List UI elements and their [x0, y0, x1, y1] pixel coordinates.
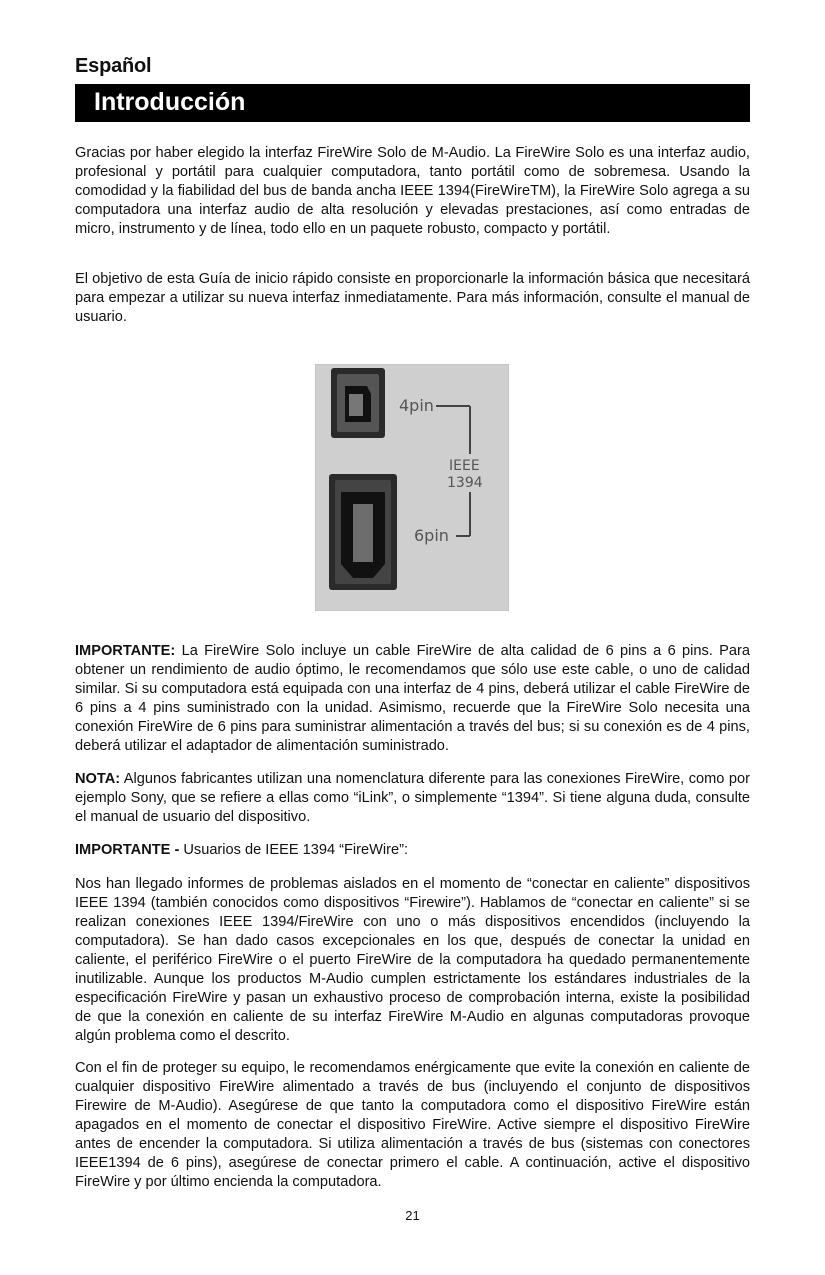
- intro-paragraph-2: El objetivo de esta Guía de inicio rápido consiste en proporcionarle la información básica que necesitará para empezar a utilizar su nueva interfaz inmediatamente. Para más información, consulte el manual de usuario.: [75, 271, 750, 325]
- note-paragraph: [75, 770, 750, 827]
- label-4pin: 4pin: [399, 396, 434, 415]
- note-text: Algunos fabricantes utilizan una nomenclatura diferente para las conexiones FireWire, como por ejemplo Sony, que se refiere a ellas como “iLink”, o simplemente “1394”. Si tiene alguna duda, consulte el manual de usuario del dispositivo.: [75, 771, 750, 825]
- language-heading: Español: [75, 55, 152, 77]
- firewire-ports-photo: [315, 364, 509, 611]
- important-paragraph: [75, 642, 750, 756]
- important-users-paragraph: [75, 841, 750, 860]
- protect-paragraph: Con el fin de proteger su equipo, le recomendamos enérgicamente que evite la conexión en caliente de cualquier dispositivo FireWire alimentado a través de bus (incluyendo el conjunto de dispositivos Firewire de M-Audio). Asegúrese de que tanto la computadora como el dispositivo FireWire están apagados en el momento de conectar el dispositivo FireWire. Active siempre el dispositivo FireWire antes de encender la computadora. Si utiliza alimentación a través de bus (sistemas con conectores IEEE1394 de 6 pins), asegúrese de conectar primero el cable. A continuación, active el dispositivo FireWire y por último encienda la computadora.: [75, 1060, 750, 1190]
- label-ieee: IEEE: [449, 458, 480, 474]
- important-users-label: IMPORTANTE -: [75, 842, 180, 858]
- 4pin-port-icon: [331, 368, 385, 438]
- important-users-text: Usuarios de IEEE 1394 “FireWire”:: [179, 842, 409, 858]
- label-6pin: 6pin: [414, 526, 449, 545]
- note-label: NOTA:: [75, 771, 121, 787]
- important-text: La FireWire Solo incluye un cable FireWire de alta calidad de 6 pins a 6 pins. Para obtener un rendimiento de audio óptimo, le recomendamos que sólo use este cable, o uno de calidad similar. Si su computadora está equipada con una interfaz de 4 pins, deberá utilizar el cable FireWire de 6 pins a 4 pins suministrado con la unidad. Asimismo, recuerde que la FireWire Solo necesita una conexión FireWire de 6 pins para suministrar alimentación a través del bus; si su conexión es de 4 pins, deberá utilizar el adaptador de alimentación suministrado.: [75, 643, 750, 754]
- label-1394: 1394: [447, 475, 483, 491]
- important-label: IMPORTANTE:: [75, 643, 176, 659]
- 6pin-port-icon: [329, 474, 397, 590]
- section-title-bar: [75, 84, 750, 122]
- intro-paragraph-1: Gracias por haber elegido la interfaz FireWire Solo de M-Audio. La FireWire Solo es una interfaz audio, profesional y portátil para cualquier computadora, tanto portátil como de sobremesa. Usando la comodidad y la fiabilidad del bus de banda ancha IEEE 1394(FireWireTM), la FireWire Solo agrega a su computadora una interfaz audio de alta resolución y elevadas prestaciones, así como entradas de micro, instrumento y de línea, todo ello en un paquete robusto, compacto y portátil.: [75, 145, 750, 237]
- page-number: 21: [405, 1208, 420, 1223]
- hotplug-paragraph: Nos han llegado informes de problemas aislados en el momento de “conectar en caliente” dispositivos IEEE 1394 (también conocidos como dispositivos “Firewire”). Hablamos de “conectar en caliente” si se realizan conexiones IEEE 1394/FireWire con uno o más dispositivos encendidos (incluyendo la computadora). Se han dado casos excepcionales en los que, después de conectar la unidad en caliente, el periférico FireWire o el puerto FireWire de la computadora ha quedado permanentemente inutilizable. Aunque los productos M-Audio cumplen estrictamente los estándares industriales de la especificación FireWire y pasan un exhaustivo proceso de comprobación interna, existe la posibilidad de que la conexión en caliente de su interfaz FireWire M-Audio en algunas computadoras provoque algún problema como el descrito.: [75, 876, 750, 1044]
- section-title: Introducción: [94, 88, 246, 116]
